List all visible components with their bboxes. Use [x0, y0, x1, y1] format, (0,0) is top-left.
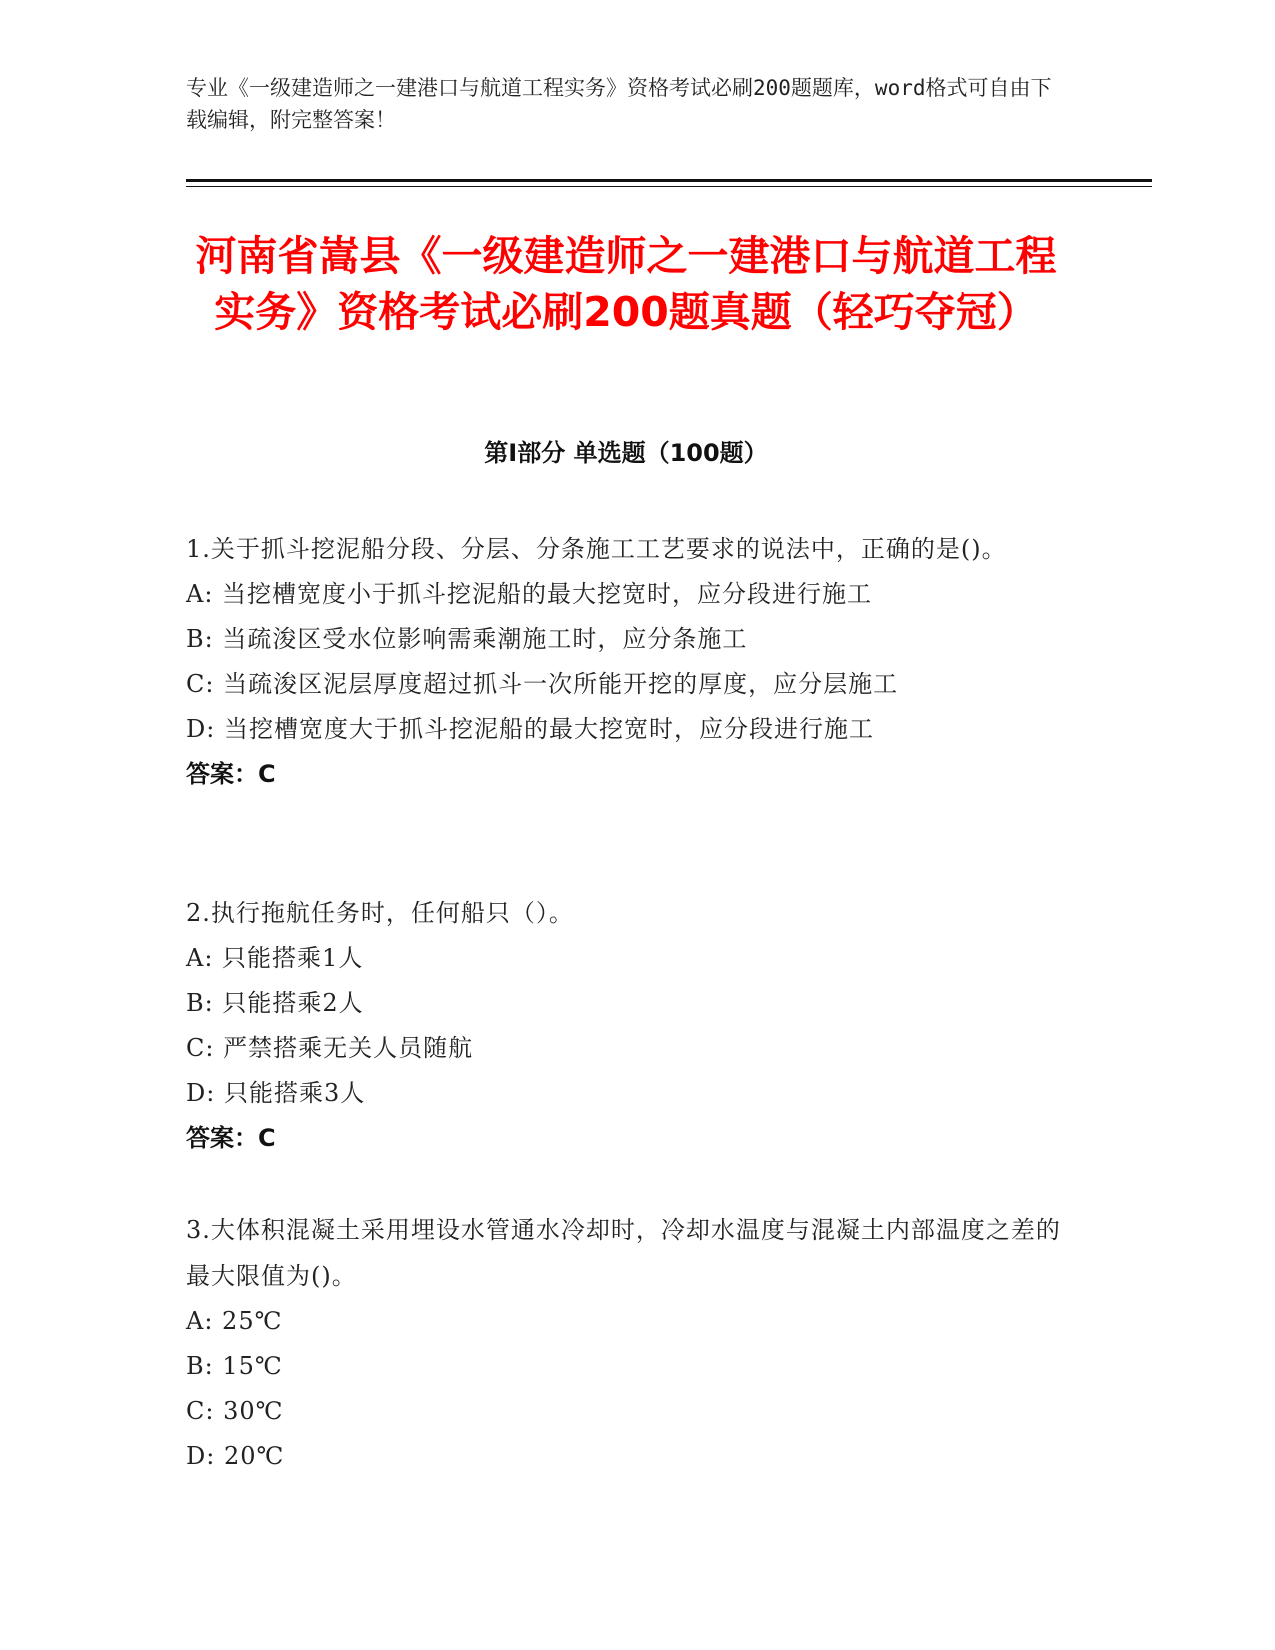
option-b: B: 只能搭乘2人: [186, 989, 364, 1017]
question-text: 3.大体积混凝土采用埋设水管通水冷却时，冷却水温度与混凝土内部温度之差的最大限值为()。: [186, 1216, 1061, 1290]
option-d: D: 当挖槽宽度大于抓斗挖泥船的最大挖宽时，应分段进行施工: [186, 715, 874, 743]
document-title: 河南省嵩县《一级建造师之一建港口与航道工程实务》资格考试必刷200题真题（轻巧夺冠）: [195, 232, 1057, 336]
option-a: A: 25℃: [186, 1307, 283, 1335]
option-d: D: 20℃: [186, 1442, 285, 1470]
header-note: 专业《一级建造师之一建港口与航道工程实务》资格考试必刷200题题库，word格式可自由下载编辑，附完整答案！: [186, 76, 1052, 132]
option-d: D: 只能搭乘3人: [186, 1079, 366, 1107]
option-b: B: 15℃: [186, 1352, 283, 1380]
header-divider-thick: [186, 179, 1152, 182]
question-2: [186, 890, 1066, 1161]
header-divider-thin: [186, 186, 1152, 187]
answer: 答案：C: [186, 1124, 276, 1152]
question-text: 2.执行拖航任务时，任何船只（）。: [186, 899, 574, 927]
section-title: 第Ⅰ部分 单选题（100题）: [484, 439, 768, 467]
question-3: [186, 1207, 1066, 1479]
question-text: 1.关于抓斗挖泥船分段、分层、分条施工工艺要求的说法中，正确的是()。: [186, 535, 1007, 563]
question-1: [186, 526, 1066, 797]
option-a: A: 只能搭乘1人: [186, 944, 364, 972]
option-c: C: 当疏浚区泥层厚度超过抓斗一次所能开挖的厚度，应分层施工: [186, 670, 899, 698]
option-c: C: 30℃: [186, 1397, 284, 1425]
option-a: A: 当挖槽宽度小于抓斗挖泥船的最大挖宽时，应分段进行施工: [186, 580, 873, 608]
option-c: C: 严禁搭乘无关人员随航: [186, 1034, 474, 1062]
option-b: B: 当疏浚区受水位影响需乘潮施工时，应分条施工: [186, 625, 748, 653]
answer: 答案：C: [186, 760, 276, 788]
